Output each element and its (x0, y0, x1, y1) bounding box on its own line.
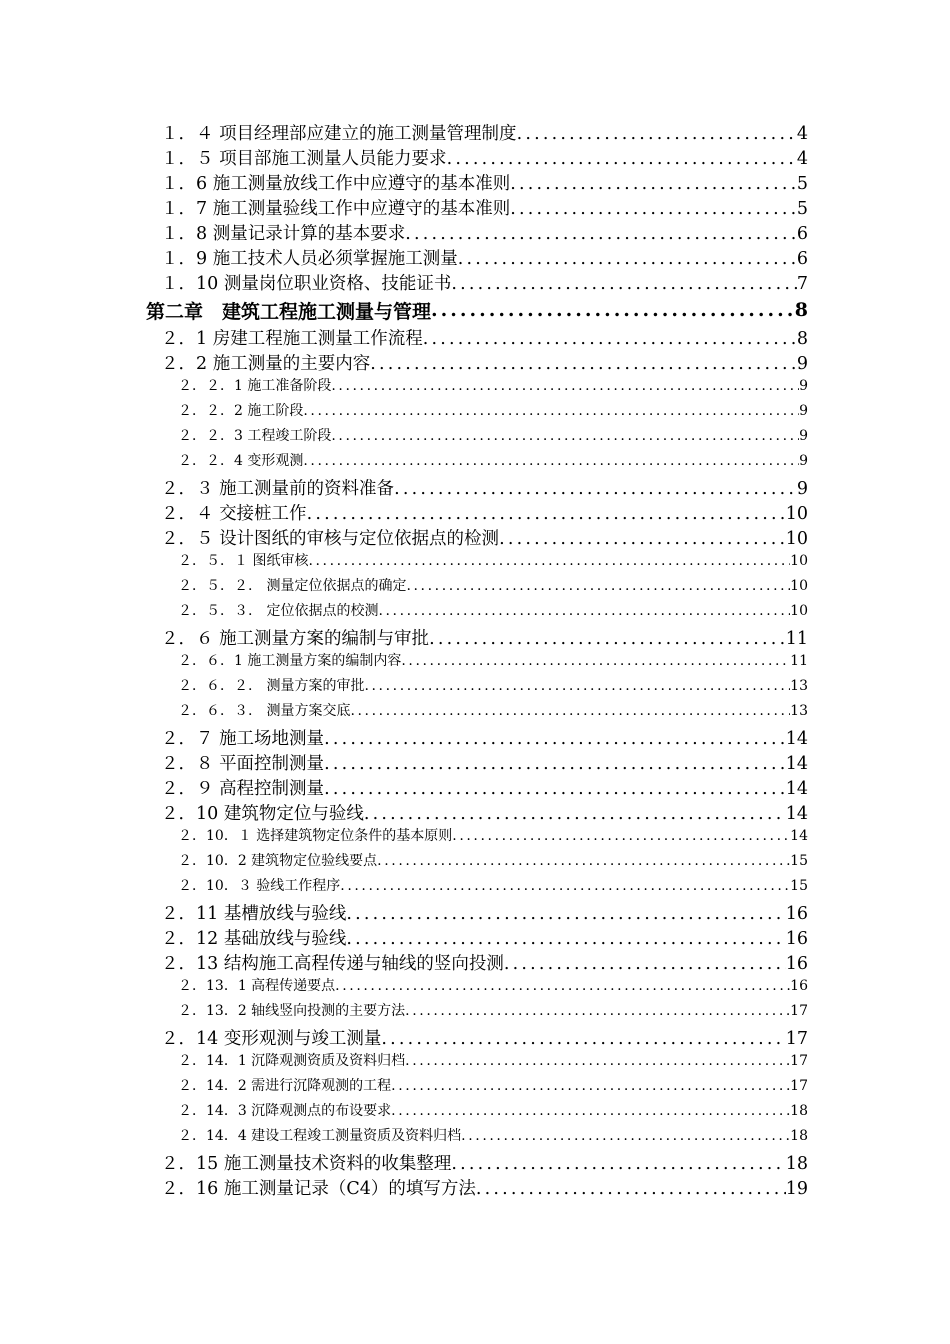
toc-entry[interactable] (0, 245, 808, 270)
toc-entry-title: ２．12 基础放线与验线 (161, 929, 347, 949)
toc-page-number: 9 (796, 479, 808, 499)
toc-entry-title: ２．10．３ 验线工作程序 (178, 878, 341, 894)
toc-entry[interactable] (0, 750, 808, 775)
toc-entry-title: ２．13．1 高程传递要点 (178, 978, 336, 994)
toc-page-number: 11 (790, 653, 808, 669)
toc-entry[interactable] (0, 725, 808, 750)
toc-entry-title: １．7 施工测量验线工作中应遵守的基本准则 (161, 199, 511, 219)
toc-entry[interactable] (0, 1125, 808, 1150)
toc-dot-leader (350, 703, 790, 719)
toc-entry-title: ２．５ 设计图纸的审核与定位依据点的检测 (161, 529, 500, 549)
toc-entry-title: １．8 测量记录计算的基本要求 (161, 224, 406, 244)
toc-dot-leader (405, 1003, 790, 1019)
toc-entry-title: ２．２．4 变形观测 (178, 453, 304, 469)
toc-entry[interactable] (0, 350, 808, 375)
toc-entry-title: ２．２．2 施工阶段 (178, 403, 304, 419)
toc-entry-title: ２．2 施工测量的主要内容 (161, 354, 371, 374)
toc-entry-title: ２．２．3 工程竣工阶段 (178, 428, 332, 444)
toc-dot-leader (303, 453, 799, 469)
toc-entry[interactable] (0, 650, 808, 675)
toc-entry-title: ２．６．1 施工测量方案的编制内容 (178, 653, 402, 669)
toc-entry[interactable] (0, 450, 808, 475)
toc-dot-leader (324, 779, 786, 799)
toc-entry[interactable] (0, 1050, 808, 1075)
toc-entry[interactable] (0, 1075, 808, 1100)
toc-page-number: 17 (785, 1029, 808, 1049)
toc-entry-title: ２．３ 施工测量前的资料准备 (161, 479, 395, 499)
toc-dot-leader (401, 653, 790, 669)
toc-dot-leader (406, 578, 790, 594)
toc-dot-leader (364, 804, 786, 824)
toc-page-number: 16 (785, 929, 808, 949)
toc-dot-leader (331, 428, 799, 444)
toc-entry-title: 第二章 建筑工程施工测量与管理 (146, 300, 432, 323)
toc-entry[interactable] (0, 600, 808, 625)
toc-entry-title: ２．５．１ 图纸审核 (178, 553, 309, 569)
toc-entry[interactable] (0, 270, 808, 295)
toc-entry-title: ２．５．３. 定位依据点的校测 (178, 603, 379, 619)
toc-page-number: 9 (799, 378, 808, 394)
toc-entry[interactable] (0, 475, 808, 500)
toc-entry[interactable] (0, 975, 808, 1000)
toc-dot-leader (447, 149, 797, 169)
toc-dot-leader (391, 1103, 790, 1119)
toc-entry[interactable] (0, 1100, 808, 1125)
toc-entry-title: ２．２．1 施工准备阶段 (178, 378, 332, 394)
toc-entry[interactable] (0, 1175, 808, 1200)
toc-entry-title: ２．14．2 需进行沉降观测的工程 (178, 1078, 392, 1094)
toc-page-number: 9 (799, 403, 808, 419)
toc-entry-title: ２．11 基槽放线与验线 (161, 904, 347, 924)
toc-dot-leader (377, 853, 790, 869)
toc-page-number: 19 (785, 1179, 808, 1199)
toc-entry[interactable] (0, 950, 808, 975)
toc-dot-leader (346, 904, 785, 924)
toc-entry[interactable] (0, 850, 808, 875)
toc-page-number: 7 (796, 274, 808, 294)
toc-entry[interactable] (0, 700, 808, 725)
toc-page-number: 14 (785, 779, 808, 799)
toc-page-number: 10 (790, 578, 808, 594)
toc-dot-leader (499, 529, 786, 549)
toc-dot-leader (461, 1128, 790, 1144)
toc-entry-title: ２．14．3 沉降观测点的布设要求 (178, 1103, 392, 1119)
toc-page-number: 14 (785, 804, 808, 824)
toc-entry-title: ２．1 房建工程施工测量工作流程 (161, 329, 423, 349)
toc-page-number: 17 (790, 1053, 808, 1069)
toc-dot-leader (303, 403, 799, 419)
toc-entry-title: ２．15 施工测量技术资料的收集整理 (161, 1154, 452, 1174)
toc-dot-leader (458, 249, 797, 269)
toc-dot-leader (307, 504, 786, 524)
toc-page-number: 18 (785, 1154, 808, 1174)
toc-entry[interactable] (0, 900, 808, 925)
toc-page-number: 8 (796, 329, 808, 349)
toc-page-number: 5 (796, 199, 808, 219)
toc-entry-title: ２．14．4 建设工程竣工测量资质及资料归档 (178, 1128, 462, 1144)
toc-entry[interactable] (0, 800, 808, 825)
toc-page-number: 18 (790, 1103, 808, 1119)
toc-entry[interactable] (0, 525, 808, 550)
toc-page-number: 11 (785, 629, 808, 649)
toc-dot-leader (335, 978, 790, 994)
toc-page-number: 18 (790, 1128, 808, 1144)
toc-page-number: 5 (796, 174, 808, 194)
toc-page-number: 10 (785, 529, 808, 549)
toc-dot-leader (391, 1078, 790, 1094)
toc-dot-leader (423, 329, 797, 349)
toc-entry[interactable] (0, 675, 808, 700)
toc-entry[interactable] (0, 425, 808, 450)
toc-page-number: 10 (790, 553, 808, 569)
toc-entry[interactable] (0, 220, 808, 245)
toc-page-number: 9 (799, 428, 808, 444)
toc-dot-leader (517, 124, 797, 144)
toc-dot-leader (405, 224, 797, 244)
toc-entry-title: ２．10．１ 选择建筑物定位条件的基本原则 (178, 828, 453, 844)
toc-dot-leader (331, 378, 799, 394)
toc-entry[interactable] (0, 775, 808, 800)
toc-dot-leader (452, 828, 790, 844)
toc-dot-leader (324, 729, 786, 749)
toc-entry-title: ２．10．2 建筑物定位验线要点 (178, 853, 378, 869)
toc-entry-title: ２．14 变形观测与竣工测量 (161, 1029, 382, 1049)
toc-entry-title: ２．４ 交接桩工作 (161, 504, 307, 524)
toc-page-number: 8 (794, 299, 808, 321)
toc-page-number: 17 (790, 1078, 808, 1094)
toc-entry[interactable] (0, 375, 808, 400)
toc-dot-leader (405, 1053, 790, 1069)
toc-dot-leader (364, 678, 790, 694)
toc-dot-leader (510, 174, 797, 194)
toc-entry-title: １．9 施工技术人员必须掌握施工测量 (161, 249, 458, 269)
toc-entry-title: ２．13 结构施工高程传递与轴线的竖向投测 (161, 954, 504, 974)
toc-dot-leader (504, 954, 786, 974)
toc-dot-leader (381, 1029, 785, 1049)
toc-page-number: 13 (790, 678, 808, 694)
toc-entry[interactable] (0, 575, 808, 600)
toc-dot-leader (451, 274, 797, 294)
toc-page-number: 16 (785, 954, 808, 974)
toc-entry[interactable] (0, 1025, 808, 1050)
toc-dot-leader (451, 1154, 785, 1174)
toc-entry-title: ２．９ 高程控制测量 (161, 779, 325, 799)
toc-page-number: 16 (790, 978, 808, 994)
toc-entry-title: ２．６．３. 测量方案交底 (178, 703, 351, 719)
toc-entry[interactable] (0, 500, 808, 525)
toc-dot-leader (370, 354, 797, 374)
toc-page-number: 4 (796, 149, 808, 169)
toc-entry[interactable] (0, 1000, 808, 1025)
toc-entry[interactable] (0, 1150, 808, 1175)
toc-page-number: 9 (796, 354, 808, 374)
toc-page-number: 10 (785, 504, 808, 524)
toc-entry-title: １．５ 项目部施工测量人员能力要求 (161, 149, 447, 169)
toc-dot-leader (378, 603, 790, 619)
toc-dot-leader (394, 479, 797, 499)
toc-page-number: 17 (790, 1003, 808, 1019)
toc-entry[interactable] (0, 625, 808, 650)
toc-entry-title: ２．13．2 轴线竖向投测的主要方法 (178, 1003, 406, 1019)
toc-entry-title: ２．６．２. 测量方案的审批 (178, 678, 365, 694)
toc-entry[interactable] (0, 925, 808, 950)
toc-entry[interactable] (0, 120, 808, 145)
toc-page-number: 9 (799, 453, 808, 469)
toc-dot-leader (346, 929, 785, 949)
toc-page-number: 14 (790, 828, 808, 844)
toc-chapter-heading[interactable] (0, 295, 808, 325)
toc-page-number: 15 (790, 853, 808, 869)
toc-dot-leader (340, 878, 790, 894)
toc-entry-title: ２．６ 施工测量方案的编制与审批 (161, 629, 430, 649)
toc-page-number: 6 (796, 249, 808, 269)
toc-dot-leader (308, 553, 790, 569)
toc-entry[interactable] (0, 825, 808, 850)
toc-page-number: 10 (790, 603, 808, 619)
toc-entry-title: ２．16 施工测量记录（C4）的填写方法 (161, 1179, 476, 1199)
table-of-contents (0, 120, 950, 1200)
toc-entry-title: ２．５．２. 测量定位依据点的确定 (178, 578, 407, 594)
toc-entry-title: ２．８ 平面控制测量 (161, 754, 325, 774)
toc-dot-leader (510, 199, 797, 219)
toc-page-number: 4 (796, 124, 808, 144)
toc-entry[interactable] (0, 195, 808, 220)
toc-entry[interactable] (0, 875, 808, 900)
toc-entry[interactable] (0, 400, 808, 425)
toc-page-number: 14 (785, 754, 808, 774)
toc-entry-title: １．6 施工测量放线工作中应遵守的基本准则 (161, 174, 511, 194)
toc-page-number: 15 (790, 878, 808, 894)
toc-entry-title: ２．10 建筑物定位与验线 (161, 804, 364, 824)
toc-entry[interactable] (0, 325, 808, 350)
toc-dot-leader (429, 629, 786, 649)
toc-dot-leader (324, 754, 786, 774)
toc-entry-title: ２．14．1 沉降观测资质及资料归档 (178, 1053, 406, 1069)
toc-page-number: 16 (785, 904, 808, 924)
toc-page-number: 6 (796, 224, 808, 244)
toc-entry[interactable] (0, 170, 808, 195)
toc-page-number: 13 (790, 703, 808, 719)
toc-page-number: 14 (785, 729, 808, 749)
toc-entry[interactable] (0, 550, 808, 575)
toc-entry-title: ２．７ 施工场地测量 (161, 729, 325, 749)
toc-entry-title: １．10 测量岗位职业资格、技能证书 (161, 274, 452, 294)
toc-entry[interactable] (0, 145, 808, 170)
toc-dot-leader (476, 1179, 786, 1199)
toc-dot-leader (431, 299, 795, 321)
toc-entry-title: １．４ 项目经理部应建立的施工测量管理制度 (161, 124, 517, 144)
